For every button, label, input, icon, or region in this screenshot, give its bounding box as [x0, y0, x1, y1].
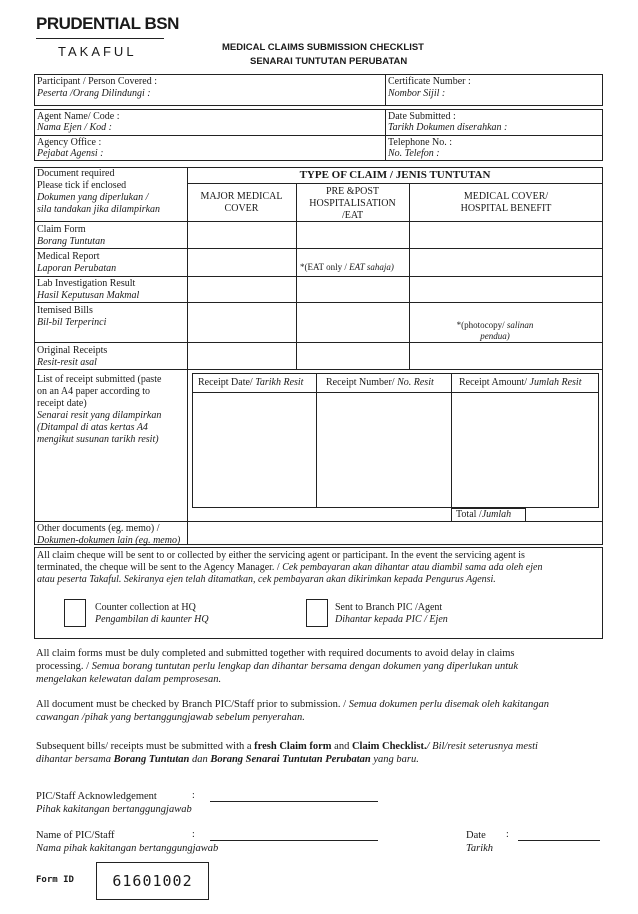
type-header-line — [187, 183, 603, 184]
eat-only-en: *(EAT only / — [300, 262, 347, 272]
receipt-date-header — [198, 377, 303, 389]
receipt-amount-en: Receipt Amount/ — [459, 377, 528, 388]
receipt-list-en-1: List of receipt submitted (paste — [37, 374, 162, 385]
cheque-text — [37, 550, 601, 586]
pic-name-colon: : — [192, 829, 195, 840]
row-claim-form-en: Claim Form — [37, 224, 86, 235]
date-submitted-label: Date Submitted : — [388, 111, 456, 122]
row-itemised-bills[interactable] — [37, 305, 106, 329]
note3-borang-senarai: Borang Senarai Tuntutan Perubatan — [210, 754, 371, 765]
counter-collection-ms: Pengambilan di kaunter HQ — [95, 614, 209, 625]
eat-only-note — [300, 262, 394, 273]
col-pre-post-l2: HOSPITALISATION — [309, 198, 396, 209]
col-major-medical-l2: COVER — [224, 203, 259, 214]
ack-signature-line[interactable] — [210, 801, 378, 802]
note1-ms-2: Semua borang tuntutan perlu lengkap dan dihantar bersama dengan dokumen yang diperlukan untuk — [91, 661, 519, 672]
title-line1: MEDICAL CLAIMS SUBMISSION CHECKLIST — [222, 42, 424, 53]
receipt-date-ms: Tarikh Resit — [255, 377, 304, 388]
signoff-date-ms: Tarikh — [466, 843, 494, 854]
certificate-label: Certificate Number : — [388, 76, 471, 87]
signoff-date-colon: : — [506, 829, 509, 840]
receipt-list-ms-3: mengikut susunan tarikh resit) — [37, 434, 159, 445]
note3-ms-1: / Bil/resit seterusnya mesti — [426, 741, 538, 752]
col-medical-cover-l2: HOSPITAL BENEFIT — [460, 203, 552, 214]
row-line-2 — [34, 248, 603, 249]
receipt-date-en: Receipt Date/ — [198, 377, 253, 388]
certificate-label-ms: Nombor Sijil : — [388, 88, 446, 99]
table-col-divider-main — [187, 167, 188, 545]
telephone-label: Telephone No. : — [388, 137, 453, 148]
col-pre-post-l1: PRE &POST — [325, 186, 380, 197]
counter-collection-checkbox[interactable] — [64, 599, 86, 627]
doc-required-label-ms: Dokumen yang diperlukan / — [37, 192, 149, 203]
ack-label — [36, 790, 192, 816]
note2-en: All document must be checked by Branch PIC/Staff prior to submission. / — [36, 699, 347, 710]
sent-to-branch-ms: Dihantar kepada PIC / Ejen — [335, 614, 448, 625]
row-claim-form[interactable] — [37, 224, 105, 248]
type-of-claim-header: TYPE OF CLAIM / JENIS TUNTUTAN — [299, 169, 491, 181]
receipt-list-label — [37, 374, 185, 446]
ack-colon: : — [192, 790, 195, 801]
row-medical-report-en: Medical Report — [37, 251, 100, 262]
tick-if-enclosed-label-ms: sila tandakan jika dilampirkan — [37, 204, 161, 215]
signoff-date-label — [466, 829, 493, 855]
agency-label-ms: Pejabat Agensi : — [37, 148, 104, 159]
receipt-amount-header — [459, 377, 581, 389]
note2-ms-2: cawangan /pihak yang bertanggungjawab sebelum penyerahan. — [36, 712, 305, 723]
note3-borang-tuntutan: Borang Tuntutan — [113, 754, 190, 765]
row-itemised-bills-ms: Bil-bil Terperinci — [37, 317, 107, 328]
row-original-receipts[interactable] — [37, 345, 107, 369]
ack-ms: Pihak kakitangan bertanggungjawab — [36, 804, 192, 815]
row-other-documents[interactable] — [37, 523, 180, 547]
pic-name-ms: Nama pihak kakitangan bertanggungjawab — [36, 843, 219, 854]
participant-divider — [385, 74, 386, 106]
brand-sub: TAKAFUL — [58, 44, 137, 59]
agent-label: Agent Name/ Code : — [37, 111, 120, 122]
note-check-documents — [36, 698, 602, 724]
cheque-ms-2: Cek pembayaran akan dihantar atau diambil sama ada oleh ejen — [282, 562, 543, 573]
note1-en-2: processing. / — [36, 661, 90, 672]
title-line2: SENARAI TUNTUTAN PERUBATAN — [250, 56, 408, 67]
sent-to-branch-en: Sent to Branch PIC /Agent — [335, 602, 443, 613]
ack-en: PIC/Staff Acknowledgement — [36, 791, 157, 802]
note3-fresh-claim-form: fresh Claim form — [254, 741, 332, 752]
row-lab-result-ms: Hasil Keputusan Makmal — [37, 290, 140, 301]
eat-only-ms: EAT sahaja) — [349, 262, 394, 272]
receipt-list-ms-1: Senarai resit yang dilampirkan — [37, 410, 162, 421]
row-medical-report[interactable] — [37, 251, 116, 275]
note-complete-forms — [36, 647, 602, 686]
sent-to-branch-label — [335, 602, 448, 626]
row-line-3 — [34, 276, 603, 277]
receipt-col-2 — [451, 373, 452, 508]
row-original-receipts-en: Original Receipts — [37, 345, 108, 356]
row-lab-result[interactable] — [37, 278, 139, 302]
note3-dan: dan — [192, 754, 208, 765]
doc-required-label: Document required — [37, 168, 115, 179]
total-label — [456, 509, 511, 521]
row-medical-report-ms: Laporan Perubatan — [37, 263, 117, 274]
note3-claim-checklist: Claim Checklist. — [351, 741, 427, 752]
other-docs-line — [34, 521, 603, 522]
note2-ms-1: Semua dokumen perlu disemak oleh kakitangan — [348, 699, 550, 710]
note1-ms-3: mengelakan kelewatan dalam pemprosesan. — [36, 674, 222, 685]
note3-en: Subsequent bills/ receipts must be submitted with a — [36, 741, 252, 752]
receipt-col-1 — [316, 373, 317, 508]
brand-logo — [36, 14, 179, 34]
receipt-number-header — [326, 377, 434, 389]
row-original-receipts-ms: Resit-resit asal — [37, 357, 97, 368]
pic-name-label — [36, 829, 218, 855]
photocopy-ms-l2: pendua) — [480, 331, 510, 341]
row-line-6 — [34, 369, 603, 370]
col-major-medical-l1: MAJOR MEDICAL — [200, 191, 283, 202]
cheque-en-2: terminated, the cheque will be sent to the Agency Manager. / — [37, 562, 280, 573]
col-pre-post-hosp — [296, 186, 409, 222]
row-line-1 — [34, 221, 603, 222]
other-docs-ms: Dokumen-dokumen lain (eg. memo) — [37, 535, 181, 546]
sent-to-branch-checkbox[interactable] — [306, 599, 328, 627]
receipt-list-ms-2: (Ditampal di atas kertas A4 — [37, 422, 148, 433]
row-claim-form-ms: Borang Tuntutan — [37, 236, 106, 247]
form-id-label: Form ID — [36, 875, 74, 885]
participant-label: Participant / Person Covered : — [37, 76, 157, 87]
pic-name-line[interactable] — [210, 840, 378, 841]
pic-name-en: Name of PIC/Staff — [36, 830, 115, 841]
total-ms: Jumlah — [481, 509, 512, 520]
receipt-table[interactable] — [192, 373, 599, 508]
cheque-en-1: All claim cheque will be sent to or collected by either the servicing agent or participant. In the event the servicing agent is — [37, 550, 525, 561]
receipt-header-line — [192, 392, 599, 393]
tick-if-enclosed-label: Please tick if enclosed — [37, 180, 127, 191]
receipt-number-en: Receipt Number/ — [326, 377, 395, 388]
cheque-ms-3: atau peserta Takaful. Sekiranya ejen telah ditamatkan, cek pembayaran akan dikirimkan kepada Pengurus Agensi. — [37, 574, 496, 585]
receipt-number-ms: No. Resit — [397, 377, 434, 388]
counter-collection-en: Counter collection at HQ — [95, 602, 196, 613]
participant-label-ms: Peserta /Orang Dilindungi : — [37, 88, 151, 99]
receipt-amount-ms: Jumlah Resit — [529, 377, 582, 388]
col-pre-post-l3: /EAT — [341, 210, 364, 221]
other-docs-en: Other documents (eg. memo) / — [37, 523, 160, 534]
telephone-label-ms: No. Telefon : — [388, 148, 440, 159]
row-line-5 — [34, 342, 603, 343]
agency-label: Agency Office : — [37, 137, 102, 148]
photocopy-note — [420, 320, 570, 342]
agent-label-ms: Nama Ejen / Kod : — [37, 122, 112, 133]
note1-en-1: All claim forms must be duly completed and submitted together with required documents to avoid delay in claims — [36, 648, 515, 659]
brand-name: PRUDENTIAL BSN — [36, 14, 179, 33]
row-lab-result-en: Lab Investigation Result — [37, 278, 136, 289]
note3-ms-2: dihantar bersama — [36, 754, 111, 765]
form-id-box — [96, 862, 209, 900]
signoff-date-line[interactable] — [518, 840, 600, 841]
col-medical-cover — [409, 191, 603, 215]
agent-row-line — [34, 135, 603, 136]
counter-collection-label — [95, 602, 209, 626]
note3-and: and — [334, 741, 350, 752]
row-line-4 — [34, 302, 603, 303]
photocopy-en: *(photocopy/ — [456, 320, 505, 330]
col-major-medical — [187, 191, 296, 215]
brand-divider — [36, 38, 164, 39]
photocopy-ms: salinan — [506, 320, 534, 330]
total-en: Total / — [456, 509, 482, 520]
row-itemised-bills-en: Itemised Bills — [37, 305, 93, 316]
note3-end: yang baru. — [373, 754, 419, 765]
note-subsequent-bills — [36, 740, 602, 766]
form-id-value: 61601002 — [112, 872, 193, 890]
signoff-date-en: Date — [466, 830, 486, 841]
col-medical-cover-l1: MEDICAL COVER/ — [463, 191, 549, 202]
receipt-list-en-3: receipt date) — [37, 398, 87, 409]
date-submitted-label-ms: Tarikh Dokumen diserahkan : — [388, 122, 508, 133]
receipt-list-en-2: on an A4 paper according to — [37, 386, 151, 397]
